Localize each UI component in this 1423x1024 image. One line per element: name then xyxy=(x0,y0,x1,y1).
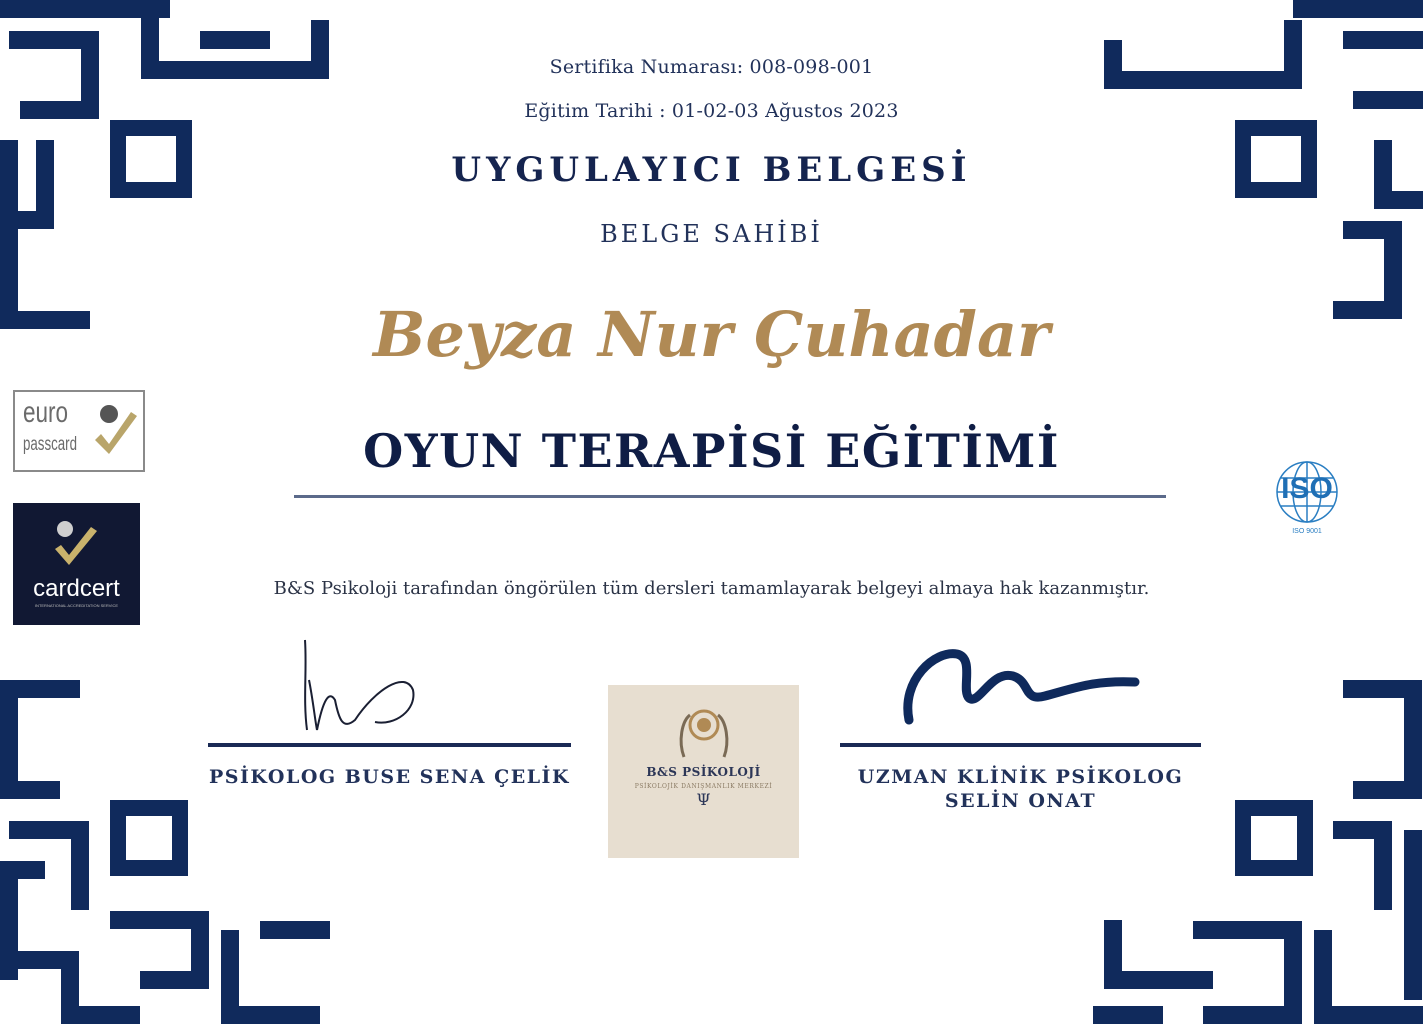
cardcert-logo: cardcert INTERNATIONAL ACCREDITATION SERVICE xyxy=(13,503,140,625)
certificate-heading: UYGULAYICI BELGESİ xyxy=(451,150,972,190)
certificate-subheading: BELGE SAHİBİ xyxy=(600,220,823,248)
signatory-right: UZMAN KLİNİK PSİKOLOG SELİN ONAT xyxy=(857,766,1184,812)
signature-right xyxy=(895,640,1145,730)
bs-psikoloji-seal: B&S PSİKOLOJİ PSİKOLOJİK DANIŞMANLIK MERKEZİ Ψ xyxy=(608,685,799,858)
iso-label: ISO xyxy=(1281,472,1333,505)
training-date: Eğitim Tarihi : 01-02-03 Ağustos 2023 xyxy=(524,100,899,122)
signatory-left: PSİKOLOG BUSE SENA ÇELİK xyxy=(209,766,570,788)
iso-sub-label: ISO 9001 xyxy=(1292,528,1322,535)
signature-line-right xyxy=(840,743,1201,747)
meander-corner-icon xyxy=(1093,680,1423,1024)
course-title: OYUN TERAPİSİ EĞİTİMİ xyxy=(363,424,1060,478)
course-underline xyxy=(294,495,1166,498)
signature-line-left xyxy=(208,743,571,747)
signature-left xyxy=(295,630,425,740)
certificate-number: Sertifika Numarası: 008-098-001 xyxy=(549,56,874,78)
holder-name: Beyza Nur Çuhadar xyxy=(373,298,1050,371)
euro-passcard-logo: euro passcard xyxy=(13,390,145,472)
completion-statement: B&S Psikoloji tarafından öngörülen tüm dersleri tamamlayarak belgeyi almaya hak kazanmıştır. xyxy=(273,578,1150,599)
meander-corner-icon xyxy=(0,680,330,1024)
